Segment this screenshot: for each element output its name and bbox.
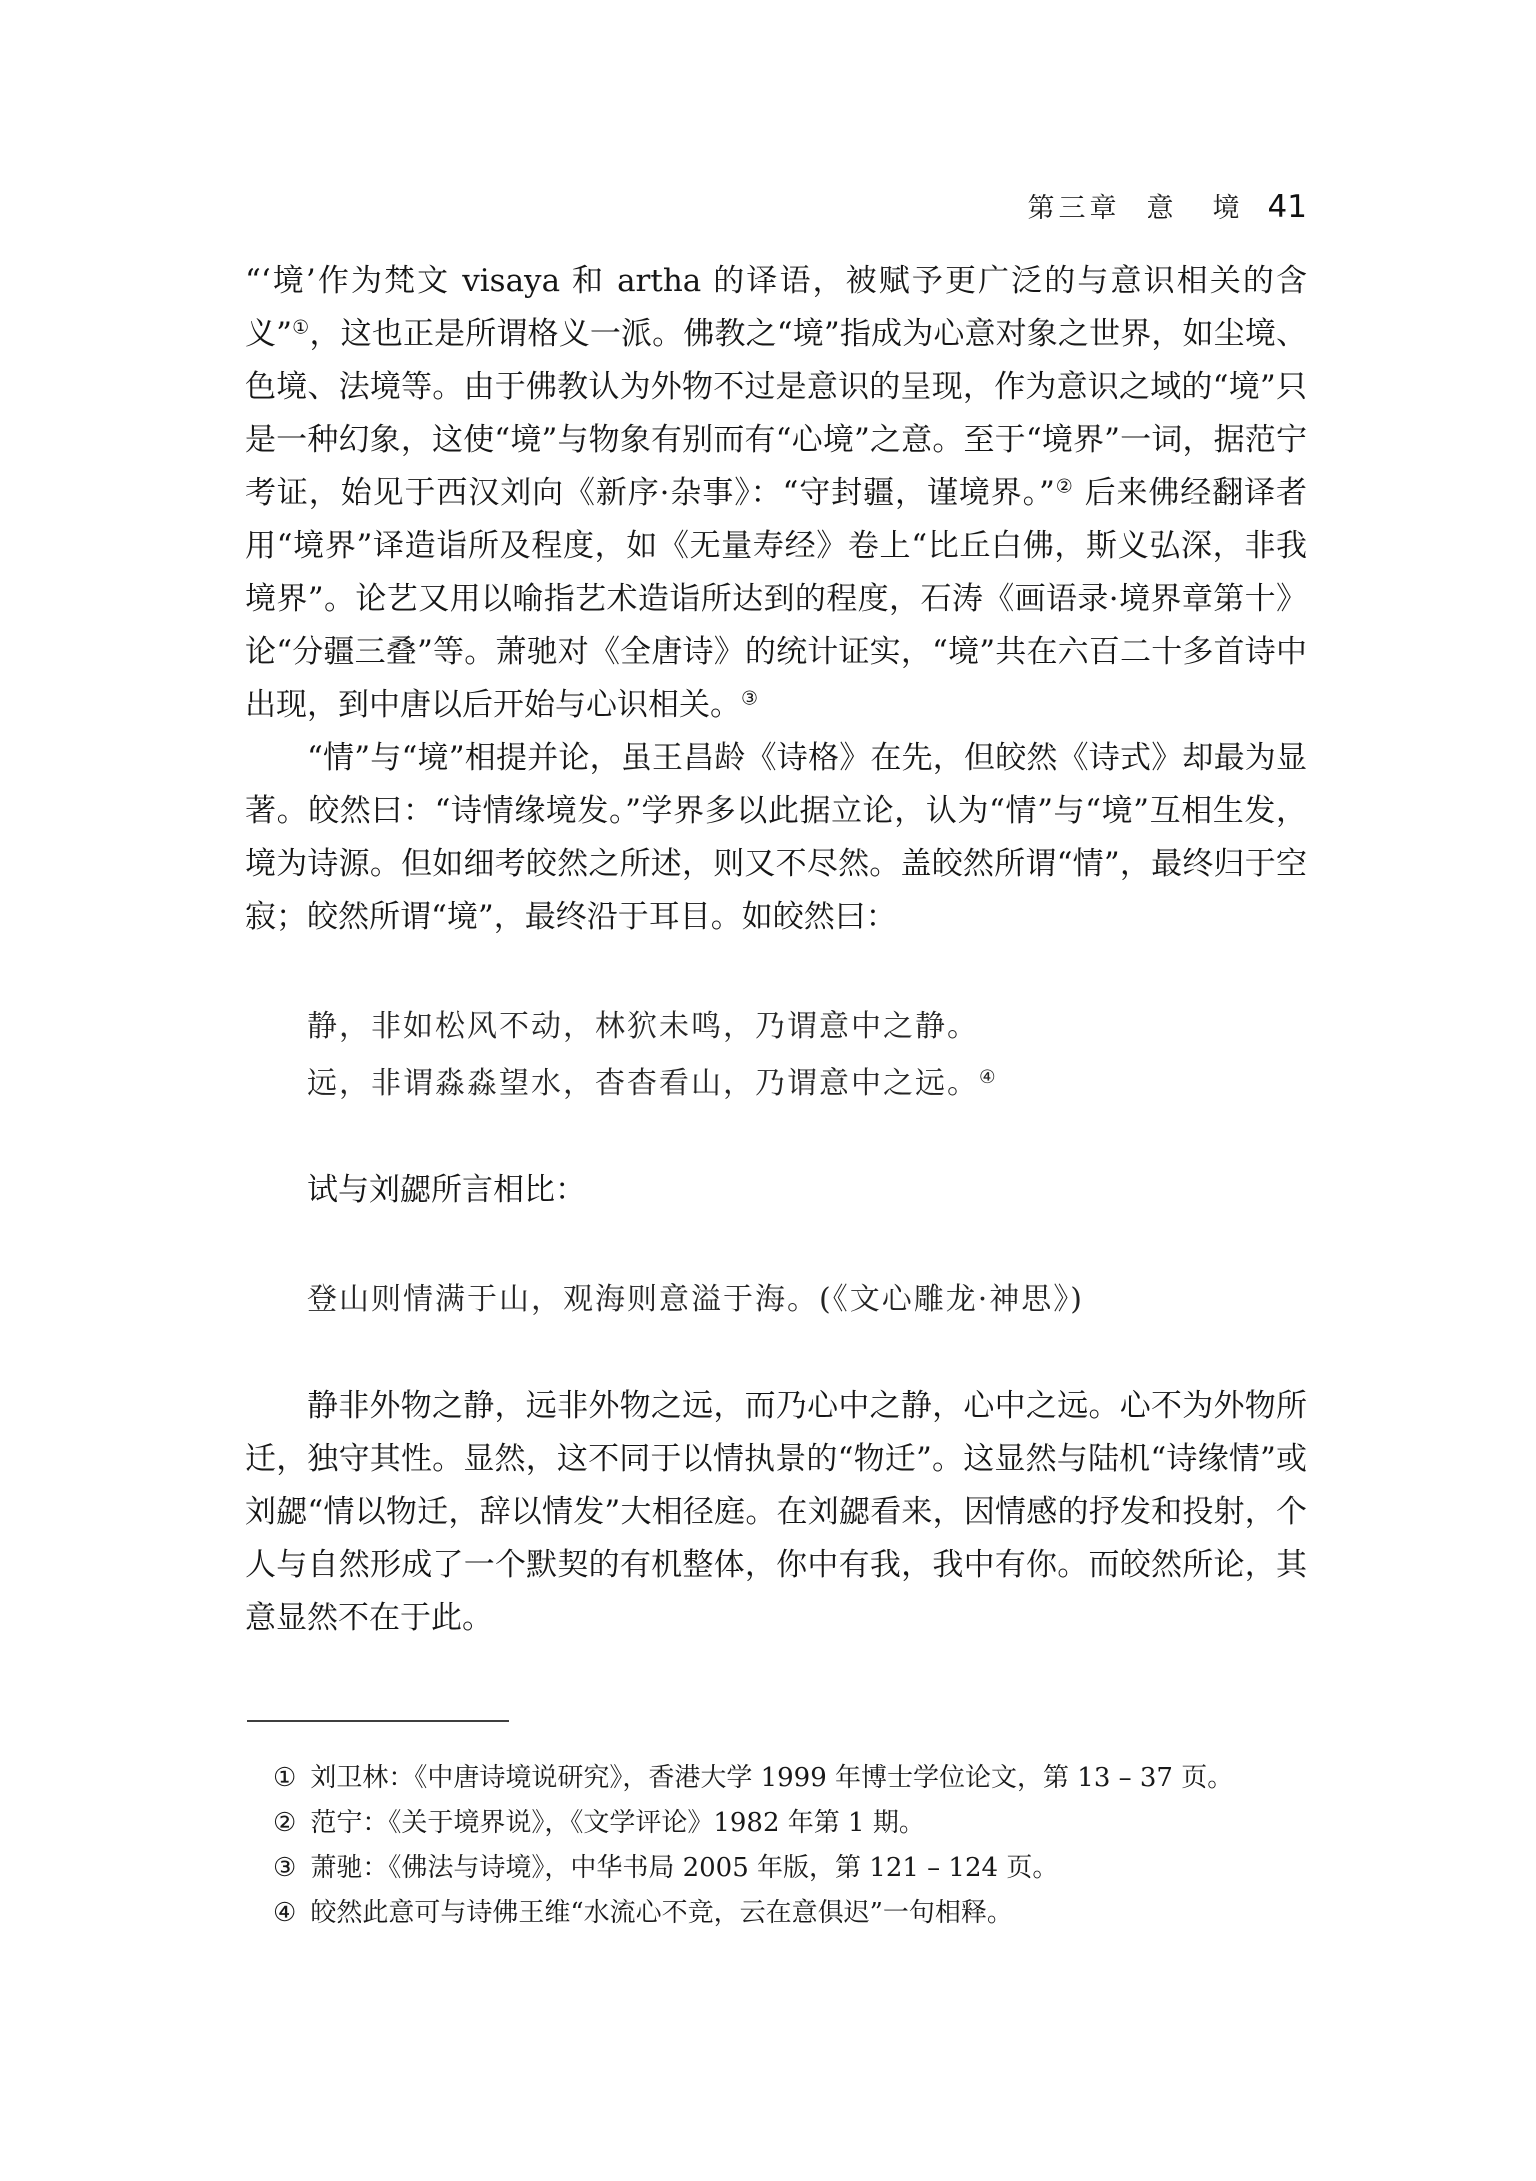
page-number: 41	[1267, 189, 1307, 225]
body-paragraph-1: “‘境’作为梵文 visaya 和 artha 的译语，被赋予更广泛的与意识相关的含义”①，这也正是所谓格义一派。佛教之“境”指成为心意对象之世界，如尘境、色境、法境等。由于佛教认为外物不过是意识的呈现，作为意识之域的“境”只是一种幻象，这使“境”与物象有别而有“心境”之意。至于“境界”一词，据范宁考证，始见于西汉刘向《新序·杂事》：“守封疆，谨境界。”② 后来佛经翻译者用“境界”译造诣所及程度，如《无量寿经》卷上“比丘白佛，斯义弘深，非我境界”。论艺又用以喻指艺术造诣所达到的程度，石涛《画语录·境界章第十》论“分疆三叠”等。萧驰对《全唐诗》的统计证实，“境”共在六百二十多首诗中出现，到中唐以后开始与心识相关。③	[245, 263, 1307, 723]
quote-block-liuxie	[307, 1271, 1307, 1328]
footnote-area	[245, 1704, 1307, 1936]
body-paragraph-3: 试与刘勰所言相比：	[307, 1172, 586, 1208]
footnote-text: 范宁：《关于境界说》，《文学评论》1982 年第 1 期。	[310, 1808, 925, 1838]
footnote	[245, 1756, 1307, 1801]
footnote-divider	[247, 1720, 509, 1722]
footnote-text: 萧驰：《佛法与诗境》，中华书局 2005 年版，第 121 – 124 页。	[310, 1853, 1059, 1883]
section-title: 意 境	[1146, 193, 1246, 224]
footnote	[245, 1801, 1307, 1846]
footnote	[245, 1891, 1307, 1936]
footnote-marker: ②	[273, 1808, 297, 1838]
footnote-marker: ①	[273, 1763, 297, 1793]
quote-block-jiaoran	[307, 998, 1307, 1112]
body-paragraph-2: “情”与“境”相提并论，虽王昌龄《诗格》在先，但皎然《诗式》却最为显著。皎然曰：“诗情缘境发。”学界多以此据立论，认为“情”与“境”互相生发，境为诗源。但如细考皎然之所述，则又不尽然。盖皎然所谓“情”，最终归于空寂；皎然所谓“境”，最终沿于耳目。如皎然曰：	[245, 740, 1307, 935]
body-paragraph-4: 静非外物之静，远非外物之远，而乃心中之静，心中之远。心不为外物所迁，独守其性。显然，这不同于以情执景的“物迁”。这显然与陆机“诗缘情”或刘勰“情以物迁，辞以情发”大相径庭。在刘勰看来，因情感的抒发和投射，个人与自然形成了一个默契的有机整体，你中有我，我中有你。而皎然所论，其意显然不在于此。	[245, 1388, 1307, 1636]
body-text-column	[245, 255, 1307, 1645]
footnote-text: 皎然此意可与诗佛王维“水流心不竞，云在意俱迟”一句相释。	[310, 1898, 1013, 1928]
quote-line: 远，非谓淼淼望水，杳杳看山，乃谓意中之远。④	[307, 1066, 996, 1101]
quote-line: 静，非如松风不动，林狖未鸣，乃谓意中之静。	[307, 1009, 979, 1044]
footnote-marker: ④	[273, 1898, 297, 1928]
quote-line: 登山则情满于山，观海则意溢于海。(《文心雕龙·神思》)	[307, 1282, 1084, 1317]
footnote	[245, 1846, 1307, 1891]
footnote-marker: ③	[273, 1853, 297, 1883]
running-head	[245, 186, 1307, 225]
footnote-text: 刘卫林：《中唐诗境说研究》，香港大学 1999 年博士学位论文，第 13 – 37 页。	[310, 1763, 1234, 1793]
chapter-label: 第三章	[1027, 193, 1121, 224]
